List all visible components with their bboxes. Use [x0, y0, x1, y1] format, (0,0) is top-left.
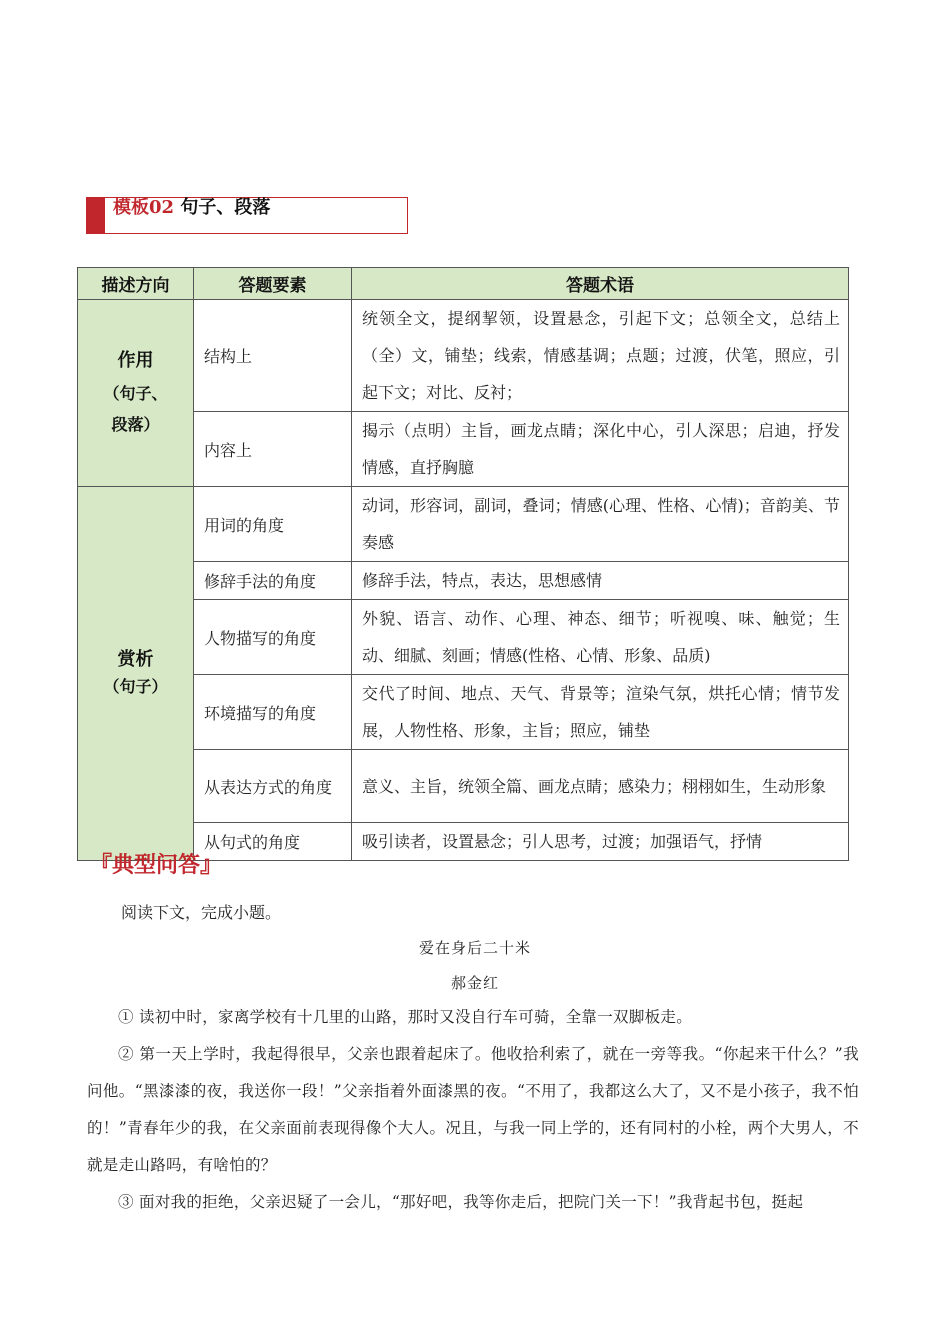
table-row — [78, 562, 849, 600]
template-title-text: 句子、段落 — [180, 197, 271, 218]
table-row — [78, 487, 849, 562]
article-author: 郝金红 — [450, 974, 499, 992]
direction-label: 赏析 — [117, 649, 154, 670]
article-paragraph-3: ③ 面对我的拒绝，父亲迟疑了一会儿，“那好吧，我等你走后，把院门关一下！”我背起书包，挺起 — [118, 1193, 804, 1211]
article-paragraph-2: ② 第一天上学时，我起得很早，父亲也跟着起床了。他收拾利索了，就在一旁等我。“你起来干什么？”我问他。“黑漆漆的夜，我送你一段！”父亲指着外面漆黑的夜。“不用了，我都这么大了，又不是小孩子，我不怕的！”青春年少的我，在父亲面前表现得像个大人。况且，与我一同上学的，还有同村的小栓，两个大男人，不就是走山路吗，有啥怕的？ — [87, 1045, 859, 1174]
element-cell: 修辞手法的角度 — [194, 562, 352, 600]
element-cell: 环境描写的角度 — [194, 675, 352, 750]
header-term: 答题术语 — [352, 268, 849, 300]
header-direction: 描述方向 — [78, 268, 194, 300]
direction-label: 作用 — [117, 350, 154, 371]
table-row — [78, 675, 849, 750]
template-accent-bar — [87, 198, 105, 233]
element-cell: 内容上 — [194, 412, 352, 487]
direction-cell-appreciation — [78, 487, 194, 861]
element-cell: 结构上 — [194, 300, 352, 412]
table-row — [78, 600, 849, 675]
term-cell: 修辞手法，特点，表达，思想感情 — [352, 562, 849, 600]
direction-cell-function — [78, 300, 194, 487]
article-paragraph-1: ① 读初中时，家离学校有十几里的山路，那时又没自行车可骑，全靠一双脚板走。 — [118, 1008, 693, 1026]
direction-sublabel: （句子、段落） — [103, 384, 168, 434]
direction-sublabel: （句子） — [103, 677, 168, 696]
article-title: 爱在身后二十米 — [418, 939, 531, 957]
answer-terms-table — [77, 267, 849, 861]
term-cell: 统领全文，提纲挈领，设置悬念，引起下文；总领全文，总结上（全）文，铺垫；线索，情感基调；点题；过渡，伏笔，照应，引起下文；对比、反衬； — [352, 300, 849, 412]
term-cell: 吸引读者，设置悬念；引人思考，过渡；加强语气，抒情 — [352, 823, 849, 861]
element-cell: 人物描写的角度 — [194, 600, 352, 675]
term-cell: 动词，形容词，副词，叠词；情感(心理、性格、心情)；音韵美、节奏感 — [352, 487, 849, 562]
template-header — [86, 197, 408, 234]
term-cell: 外貌、语言、动作、心理、神态、细节；听视嗅、味、触觉；生动、细腻、刻画；情感(性格、心情、形象、品质) — [352, 600, 849, 675]
term-cell: 意义、主旨，统领全篇、画龙点睛；感染力；栩栩如生，生动形象 — [352, 750, 849, 823]
element-cell: 从句式的角度 — [194, 823, 352, 861]
table-row — [78, 412, 849, 487]
table-row — [78, 750, 849, 823]
element-cell: 用词的角度 — [194, 487, 352, 562]
template-prefix: 模板02 — [113, 197, 175, 218]
reading-instruction: 阅读下文，完成小题。 — [121, 903, 282, 922]
template-title — [113, 198, 270, 218]
table-header-row — [78, 268, 849, 300]
table-row — [78, 300, 849, 412]
term-cell: 揭示（点明）主旨，画龙点睛；深化中心，引人深思；启迪，抒发情感，直抒胸臆 — [352, 412, 849, 487]
element-cell: 从表达方式的角度 — [194, 750, 352, 823]
typical-qa-heading: 『典型问答』 — [90, 852, 223, 878]
term-cell: 交代了时间、地点、天气、背景等；渲染气氛，烘托心情；情节发展，人物性格、形象，主旨；照应，铺垫 — [352, 675, 849, 750]
header-element: 答题要素 — [194, 268, 352, 300]
